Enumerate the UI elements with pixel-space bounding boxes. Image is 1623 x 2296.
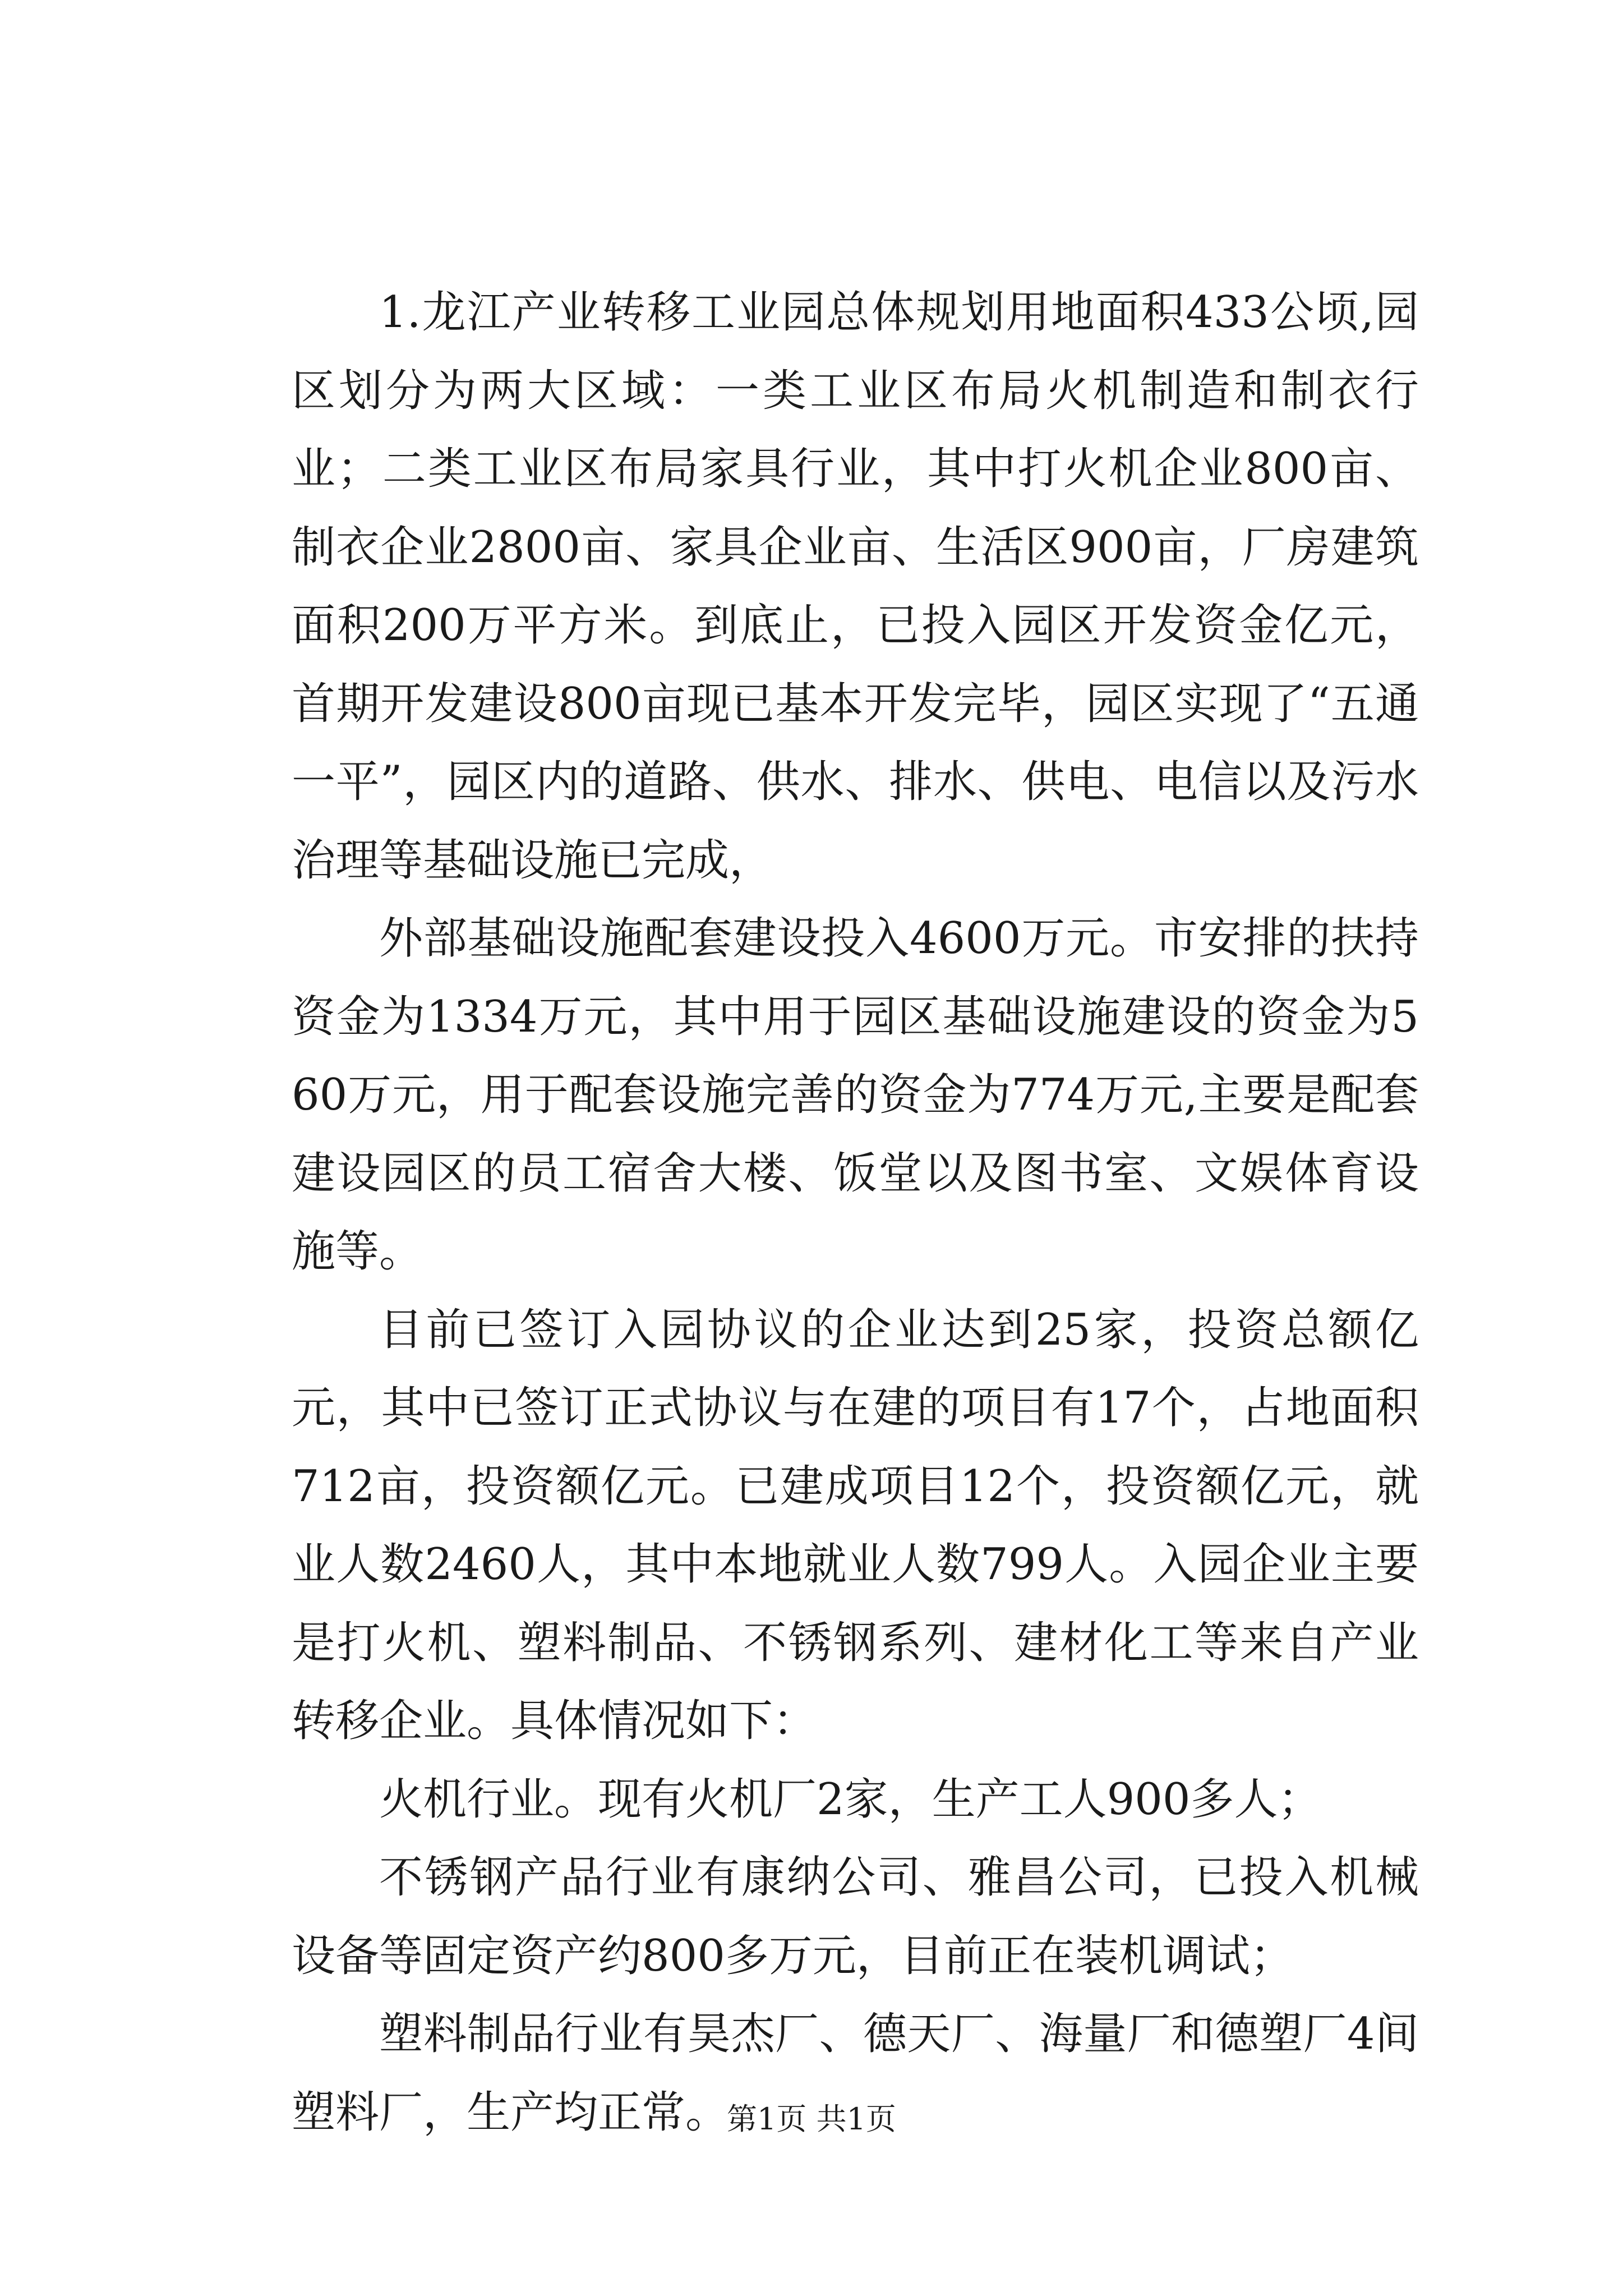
- paragraph-2: 外部基础设施配套建设投入4600万元。市安排的扶持资金为1334万元，其中用于园区基础设施建设的资金为560万元，用于配套设施完善的资金为774万元,主要是配套建设园区的员工宿舍大楼、饭堂以及图书室、文娱体育设施等。: [292, 913, 1419, 1277]
- paragraph-5: 不锈钢产品行业有康纳公司、雅昌公司，已投入机械设备等固定资产约800多万元，目前正在装机调试；: [292, 1852, 1419, 1981]
- paragraph-3: 目前已签订入园协议的企业达到25家，投资总额亿元，其中已签订正式协议与在建的项目有17个，占地面积712亩，投资额亿元。已建成项目12个，投资额亿元，就业人数2460人，其中本地就业人数799人。入园企业主要是打火机、塑料制品、不锈钢系列、建材化工等来自产业转移企业。具体情况如下：: [292, 1304, 1419, 1746]
- page-footer: 第1页 共1页: [727, 2101, 896, 2137]
- paragraph-4: 火机行业。现有火机厂2家，生产工人900多人；: [379, 1774, 1322, 1825]
- paragraph-6: 塑料制品行业有昊杰厂、德天厂、海量厂和德塑厂4间塑料厂，生产均正常。: [292, 2009, 1419, 2138]
- paragraph-1: 1.龙江产业转移工业园总体规划用地面积433公顷,园区划分为两大区域：一类工业区布局火机制造和制衣行业；二类工业区布局家具行业，其中打火机企业800亩、制衣企业2800亩、家具企业亩、生活区900亩，厂房建筑面积200万平方米。到底止，已投入园区开发资金亿元，首期开发建设800亩现已基本开发完毕，园区实现了“五通一平”，园区内的道路、供水、排水、供电、电信以及污水治理等基础设施已完成，: [292, 287, 1419, 886]
- document-body: [292, 274, 1419, 2152]
